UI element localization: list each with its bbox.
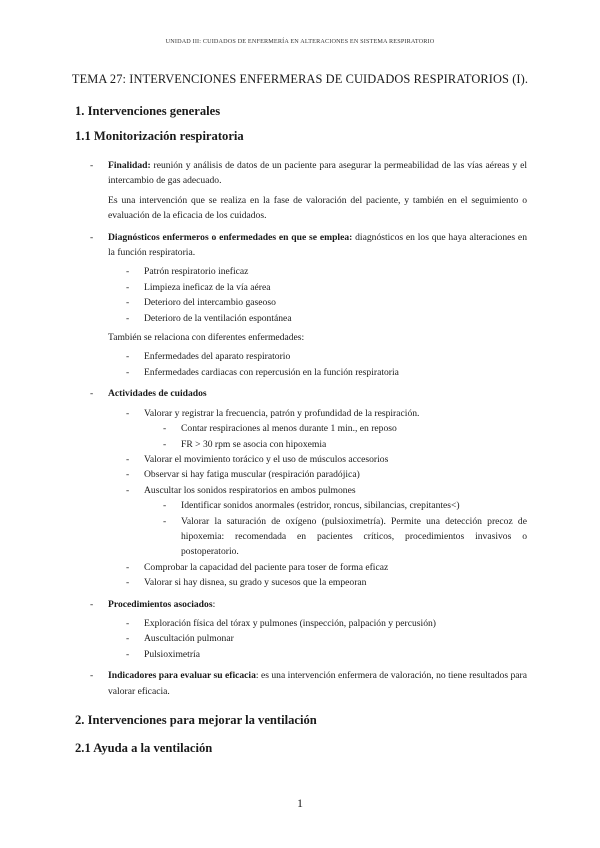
section-1-heading: 1. Intervenciones generales [75,104,221,118]
list-item: - Valorar si hay disnea, su grado y sucesos que la empeoran [90,575,527,590]
list-item: - FR > 30 rpm se asocia con hipoxemia [90,437,527,452]
page-number: 1 [297,796,303,810]
list-item: - Exploración física del tórax y pulmones (inspección, palpación y percusión) [90,616,527,631]
list-item: - Valorar la saturación de oxígeno (pulsioximetría). Permite una detección precoz de hipoxemia: recomendada en pacientes críticos, procedimientos invasivos o postoperatorio. [90,514,527,560]
list-item: - Deterioro de la ventilación espontánea [90,311,527,326]
diagnosticos-text: diagnósticos en los que haya alteraciones en la función respiratoria. [108,231,527,259]
procedimientos-colon: : [212,598,216,610]
list-item: - Auscultación pulmonar [90,631,527,646]
finalidad-paragraph: Es una intervención que se realiza en la fase de valoración del paciente, y también en el seguimiento o evaluación de la eficacia de los cuidados. [108,194,527,222]
actividades-label: Actividades de cuidados [108,388,207,400]
list-item: - Comprobar la capacidad del paciente para toser de forma eficaz [90,560,527,575]
procedimientos-label: Procedimientos asociados [108,598,213,610]
list-item: - Contar respiraciones al menos durante 1 min., en reposo [90,421,527,436]
section-1-1-content [90,158,527,699]
diagnosticos-item [90,230,527,261]
list-item: - Enfermedades del aparato respiratorio [90,349,527,364]
list-item: - Deterioro del intercambio gaseoso [90,295,527,310]
list-item: - Valorar el movimiento torácico y el uso de músculos accesorios [90,452,527,467]
list-item: - Enfermedades cardiacas con repercusión en la función respiratoria [90,365,527,380]
running-header: UNIDAD III: CUIDADOS DE ENFERMERÍA EN ALTERACIONES EN SISTEMA RESPIRATORIO [165,38,435,45]
indicadores-item [90,668,527,699]
finalidad-label: Finalidad: [108,160,151,171]
finalidad-item [90,158,527,189]
section-2-1-heading: 2.1 Ayuda a la ventilación [75,741,213,755]
list-item: - Identificar sonidos anormales (estridor, roncus, sibilancias, crepitantes<) [90,498,527,513]
page-title: TEMA 27: INTERVENCIONES ENFERMERAS DE CUIDADOS RESPIRATORIOS (I). [71,72,529,86]
procedimientos-item [90,597,527,612]
diagnosticos-label: Diagnósticos enfermeros o enfermedades en que se emplea: [108,231,353,243]
section-1-1-heading: 1.1 Monitorización respiratoria [75,129,244,143]
indicadores-text: : es una intervención enfermera de valoración, no tiene resultados para valorar eficacia. [108,670,527,697]
list-item: - Auscultar los sonidos respiratorios en ambos pulmones [90,483,527,498]
finalidad-text: reunión y análisis de datos de un paciente para asegurar la permeabilidad de las vías aéreas y el intercambio de gas adecuado. [108,160,527,187]
list-item: - Limpieza ineficaz de la vía aérea [90,280,527,295]
actividades-item [90,386,527,401]
indicadores-label: Indicadores para evaluar su eficacia [108,670,256,682]
list-item: - Observar si hay fatiga muscular (respiración paradójica) [90,467,527,482]
list-item: - Patrón respiratorio ineficaz [90,264,527,279]
section-2-heading: 2. Intervenciones para mejorar la ventilación [75,713,317,727]
diagnosticos-also: También se relaciona con diferentes enfermedades: [108,332,305,344]
list-item: - Valorar y registrar la frecuencia, patrón y profundidad de la respiración. [90,406,527,421]
list-item: - Pulsioximetría [90,647,527,662]
